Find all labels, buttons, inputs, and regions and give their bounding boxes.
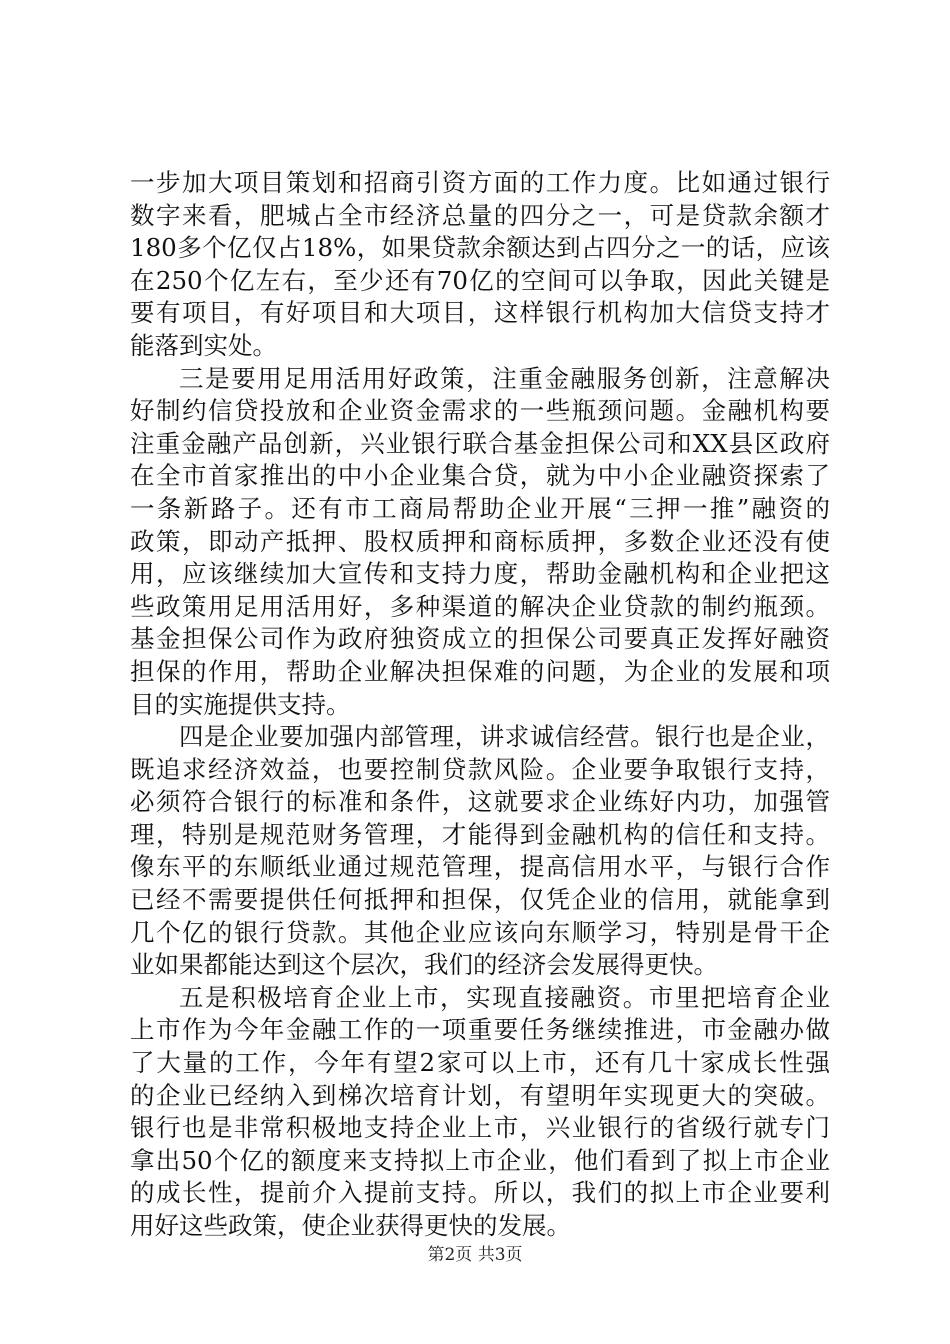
text-line: 基金担保公司作为政府独资成立的担保公司要真正发挥好融资	[130, 624, 830, 654]
text-line: 银行也是非常积极地支持企业上市，兴业银行的省级行就专门	[130, 1113, 830, 1143]
text-line: 四是企业要加强内部管理，讲求诚信经营。银行也是企业，	[179, 722, 830, 752]
text-line: 好制约信贷投放和企业资金需求的一些瓶颈问题。金融机构要	[130, 396, 830, 426]
text-line: 担保的作用，帮助企业解决担保难的问题，为企业的发展和项	[130, 656, 830, 686]
text-line: 像东平的东顺纸业通过规范管理，提高信用水平，与银行合作	[130, 852, 830, 882]
text-line: 理，特别是规范财务管理，才能得到金融机构的信任和支持。	[130, 819, 830, 849]
text-line: 目的实施提供支持。	[130, 689, 351, 719]
text-line: 的企业已经纳入到梯次培育计划，有望明年实现更大的突破。	[130, 1080, 830, 1110]
text-line: 能落到实处。	[130, 330, 277, 360]
text-line: 数字来看，肥城占全市经济总量的四分之一，可是贷款余额才	[130, 200, 830, 230]
text-line: 政策，即动产抵押、股权质押和商标质押，多数企业还没有使	[130, 526, 830, 556]
text-line: 拿出50个亿的额度来支持拟上市企业，他们看到了拟上市企业	[130, 1145, 830, 1175]
text-line: 些政策用足用活用好，多种渠道的解决企业贷款的制约瓶颈。	[130, 591, 830, 621]
text-line: 已经不需要提供任何抵押和担保，仅凭企业的信用，就能拿到	[130, 885, 830, 915]
text-line: 几个亿的银行贷款。其他企业应该向东顺学习，特别是骨干企	[130, 917, 830, 947]
text-line: 要有项目，有好项目和大项目，这样银行机构加大信贷支持才	[130, 298, 830, 328]
text-line: 必须符合银行的标准和条件，这就要求企业练好内功，加强管	[130, 787, 830, 817]
page-number-footer: 第2页 共3页	[427, 1245, 523, 1265]
text-line: 既追求经济效益，也要控制贷款风险。企业要争取银行支持，	[130, 754, 830, 784]
text-line: 注重金融产品创新，兴业银行联合基金担保公司和XX县区政府	[130, 428, 830, 458]
text-line: 一条新路子。还有市工商局帮助企业开展“三押一推”融资的	[130, 493, 830, 523]
document-body	[130, 167, 830, 1243]
text-line: 180多个亿仅占18%，如果贷款余额达到占四分之一的话，应该	[130, 233, 830, 263]
text-line: 一步加大项目策划和招商引资方面的工作力度。比如通过银行	[130, 168, 830, 197]
text-line: 了大量的工作，今年有望2家可以上市，还有几十家成长性强	[130, 1048, 830, 1078]
text-line: 五是积极培育企业上市，实现直接融资。市里把培育企业	[179, 982, 830, 1012]
text-line: 的成长性，提前介入提前支持。所以，我们的拟上市企业要利	[130, 1178, 830, 1208]
text-line: 用，应该继续加大宣传和支持力度，帮助金融机构和企业把这	[130, 559, 830, 589]
text-line: 三是要用足用活用好政策，注重金融服务创新，注意解决	[179, 363, 830, 393]
text-line: 上市作为今年金融工作的一项重要任务继续推进，市金融办做	[130, 1015, 830, 1045]
text-line: 在250个亿左右，至少还有70亿的空间可以争取，因此关键是	[130, 265, 830, 295]
text-line: 用好这些政策，使企业获得更快的发展。	[130, 1211, 571, 1240]
text-line: 在全市首家推出的中小企业集合贷，就为中小企业融资探索了	[130, 461, 830, 491]
text-line: 业如果都能达到这个层次，我们的经济会发展得更快。	[130, 950, 718, 980]
